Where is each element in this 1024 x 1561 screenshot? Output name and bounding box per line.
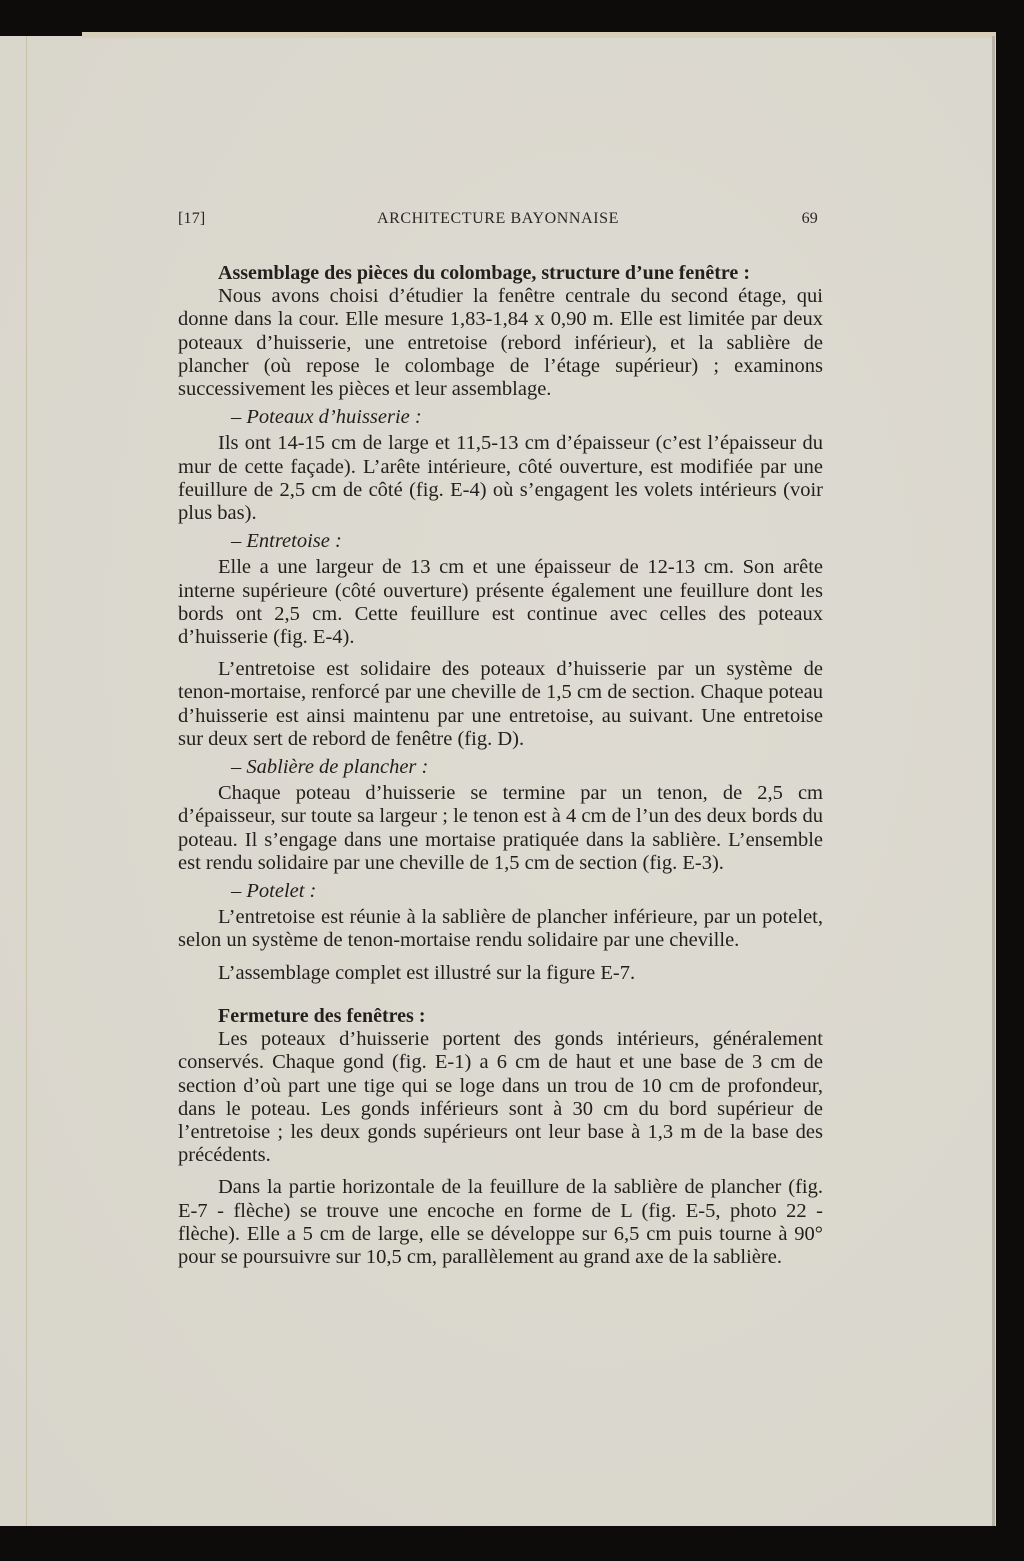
page-fold-line (26, 36, 27, 1526)
paragraph: Elle a une largeur de 13 cm et une épaisseur de 12-13 cm. Son arête interne supérieure (côté ouverture) présente également une feuillure dont les bords ont 2,5 cm. Cette feuillure est continue avec celles des poteaux d’huisserie (fig. E-4). (178, 556, 823, 649)
page-top-edge (82, 32, 996, 38)
paragraph: Ils ont 14-15 cm de large et 11,5-13 cm d’épaisseur (c’est l’épaisseur du mur de cette façade). L’arête intérieure, côté ouverture, est modifiée par une feuillure de 2,5 cm de côté (fig. E-4) où s’engagent les volets intérieurs (voir plus bas). (178, 432, 823, 525)
paragraph: Dans la partie horizontale de la feuillure de la sablière de plancher (fig. E-7 - flèche) se trouve une encoche en forme de L (fig. E-5, photo 22 - flèche). Elle a 5 cm de large, elle se développe sur 6,5 cm puis tourne à 90° pour se poursuivre sur 10,5 cm, parallèlement au grand axe de la sablière. (178, 1176, 823, 1268)
section-heading: Assemblage des pièces du colombage, structure d’une fenêtre : (218, 262, 750, 284)
subsection-heading: – Poteaux d’huisserie : (231, 406, 422, 429)
paragraph: Les poteaux d’huisserie portent des gonds intérieurs, généralement conservés. Chaque gond (fig. E-1) a 6 cm de haut et une base de 3 cm de section d’où part une tige qui se loge dans un trou de 10 cm de profondeur, dans le poteau. Les gonds inférieurs sont à 30 cm du bord supérieur de l’entretoise ; les deux gonds supérieurs ont leur base à 1,3 m de la base des précédents. (178, 1028, 823, 1167)
subsection-heading: – Potelet : (231, 880, 317, 903)
paragraph: Chaque poteau d’huisserie se termine par un tenon, de 2,5 cm d’épaisseur, sur toute sa largeur ; le tenon est à 4 cm de l’un des deux bords du poteau. Il s’engage dans une mortaise pratiquée dans la sablière. L’ensemble est rendu solidaire par une cheville de 1,5 cm de section (fig. E-3). (178, 782, 823, 874)
subsection-heading: – Sablière de plancher : (231, 756, 429, 779)
page-body (178, 262, 823, 1269)
section-number: [17] (178, 210, 206, 227)
section-heading: Fermeture des fenêtres : (218, 1004, 426, 1027)
page-right-edge (992, 36, 995, 1526)
paragraph: L’entretoise est solidaire des poteaux d’huisserie par un système de tenon-mortaise, renforcé par une cheville de 1,5 cm de section. Chaque poteau d’huisserie est ainsi maintenu par une entretoise, au suivant. Une entretoise sur deux sert de rebord de fenêtre (fig. D). (178, 658, 823, 750)
paragraph: L’entretoise est réunie à la sablière de plancher inférieure, par un potelet, selon un système de tenon-mortaise rendu solidaire par une cheville. (178, 906, 823, 952)
subsection-heading: – Entretoise : (231, 530, 342, 553)
paragraph: L’assemblage complet est illustré sur la figure E-7. (218, 961, 636, 984)
paragraph: Nous avons choisi d’étudier la fenêtre centrale du second étage, qui donne dans la cour. Elle mesure 1,83-1,84 x 0,90 m. Elle est limitée par deux poteaux d’huisserie, une entretoise (rebord inférieur), et la sablière de plancher (où repose le colombage de l’étage supérieur) ; examinons successivement les pièces et leur assemblage. (178, 285, 823, 401)
running-title: ARCHITECTURE BAYONNAISE (376, 210, 620, 227)
page-number: 69 (801, 210, 818, 227)
